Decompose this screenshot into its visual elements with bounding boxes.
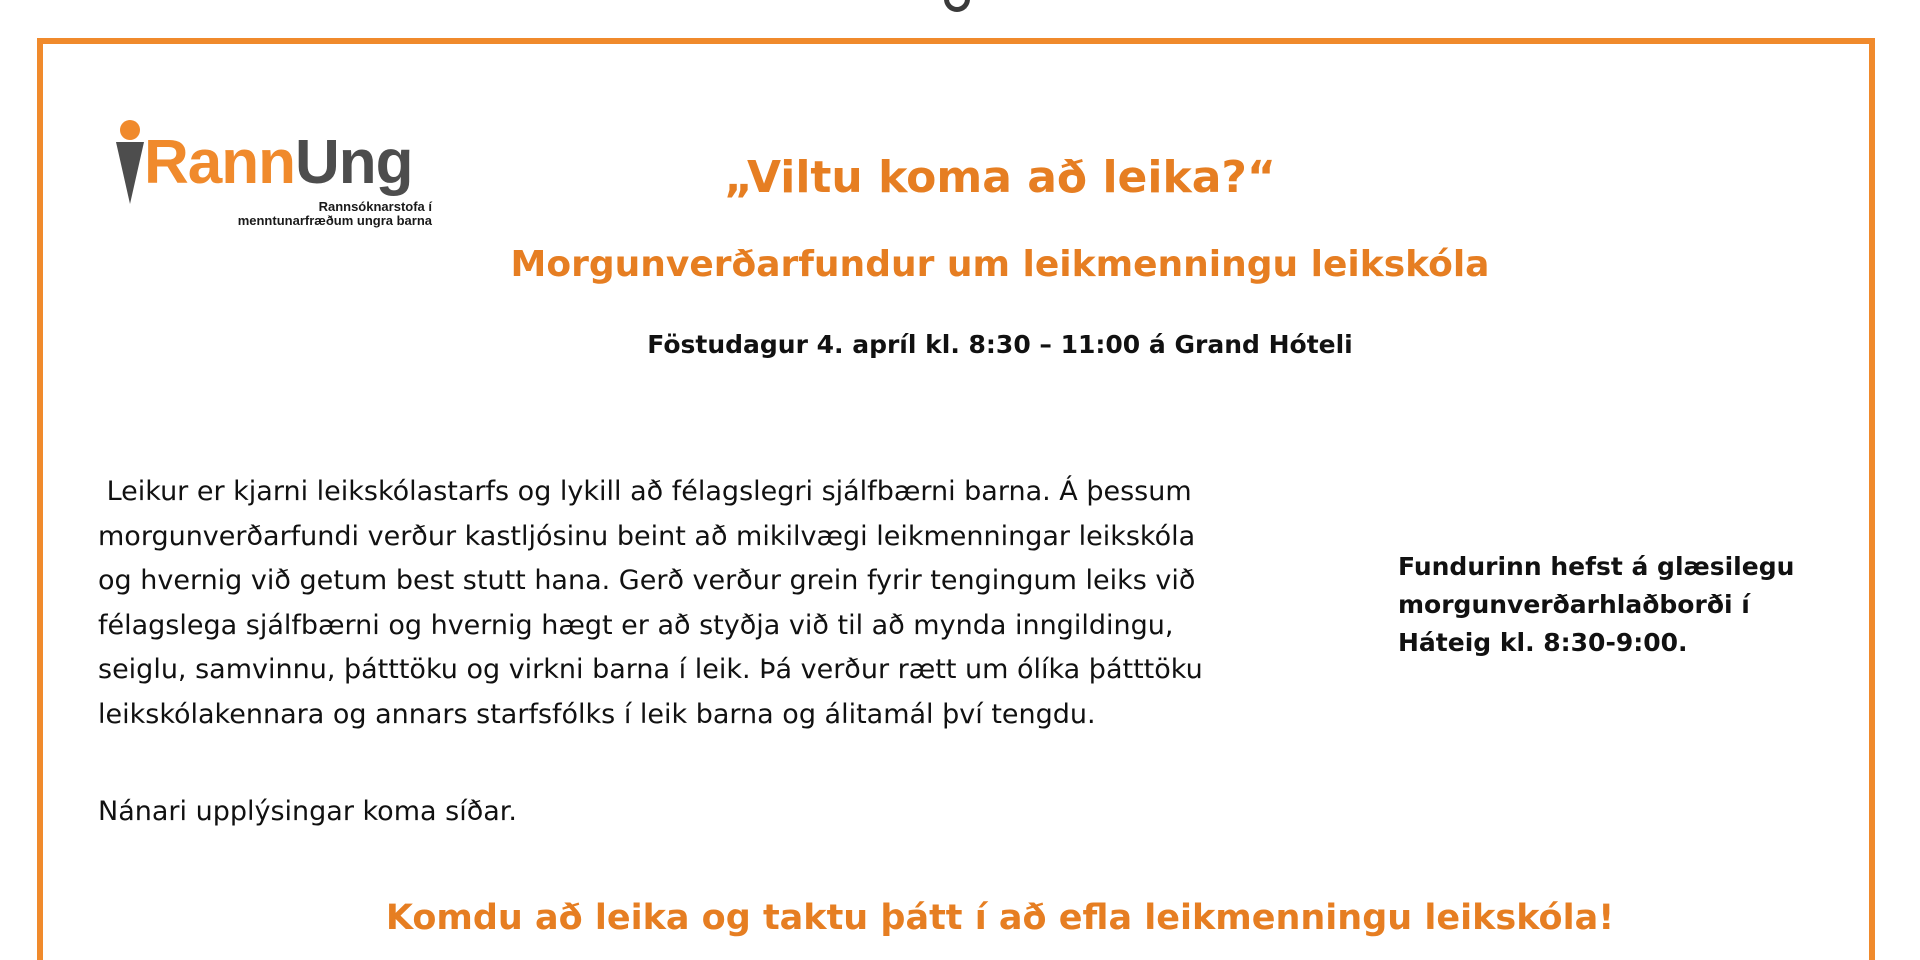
logo-ung: Ung [295,128,413,197]
breakfast-note [1398,548,1858,662]
body-paragraph [98,470,1318,737]
breakfast-note-line: Fundurinn hefst á glæsilegu [1398,552,1795,581]
event-date-line: Föstudagur 4. apríl kl. 8:30 – 11:00 á Grand Hóteli [647,330,1353,359]
body-line: seiglu, samvinnu, þátttöku og virkni barna í leik. Þá verður rætt um ólíka þátttöku [98,654,1203,685]
body-line: og hvernig við getum best stutt hana. Gerð verður grein fyrir tengingum leiks við [98,565,1196,596]
event-title: „Viltu koma að leika?“ [724,152,1276,203]
logo-subtitle-line1: Rannsóknarstofa í [318,199,432,214]
breakfast-note-line: Háteig kl. 8:30-9:00. [1398,628,1688,657]
logo-dot [120,120,140,140]
logo-rann: Rann [144,128,295,197]
top-edge-fragment [944,0,970,12]
more-info-text: Nánari upplýsingar koma síðar. [98,796,517,827]
body-line: leikskólakennara og annars starfsfólks í leik barna og álitamál því tengdu. [98,698,1096,730]
logo-subtitle [238,200,432,228]
body-line: Leikur er kjarni leikskólastarfs og lykill að félagslegri sjálfbærni barna. Á þessum [98,476,1192,507]
body-line: morgunverðarfundi verður kastljósinu beint að mikilvægi leikmenningar leikskóla [98,520,1196,552]
body-line: félagslega sjálfbærni og hvernig hægt er að styðja við til að mynda inngildingu, [98,609,1174,641]
call-to-action: Komdu að leika og taktu þátt í að efla leikmenningu leikskóla! [385,898,1615,938]
logo-subtitle-line2: menntunarfræðum ungra barna [237,213,432,228]
event-subtitle: Morgunverðarfundur um leikmenningu leikskóla [510,244,1490,285]
breakfast-note-line: morgunverðarhlaðborði í [1398,590,1750,619]
